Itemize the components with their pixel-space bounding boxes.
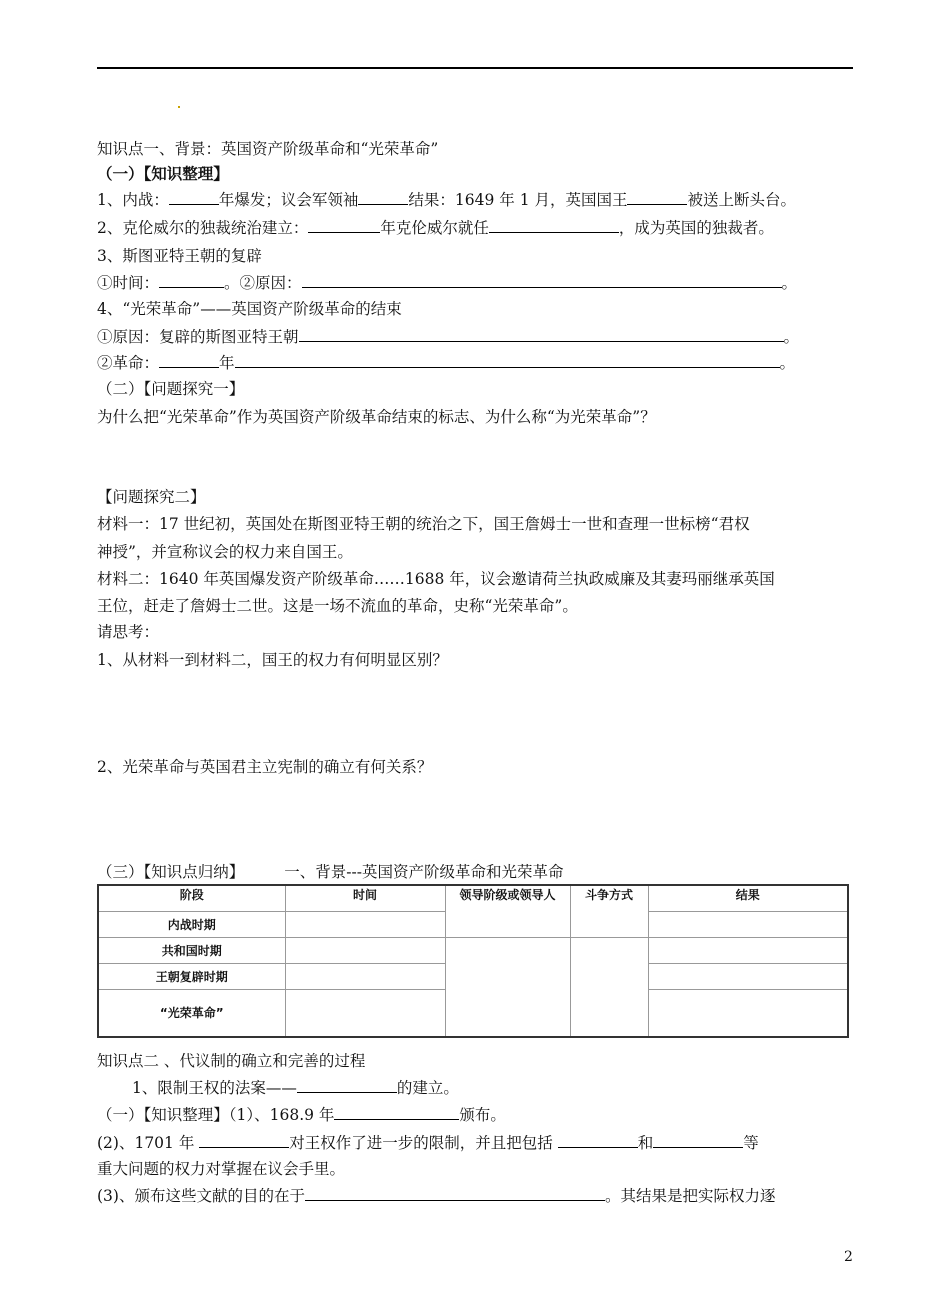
table-header: 阶段 <box>98 885 285 911</box>
table-header: 斗争方式 <box>570 885 648 937</box>
kp2-s2-line <box>97 1133 759 1153</box>
item3-sub-c: 。 <box>781 274 798 292</box>
kp2-s1-line <box>97 1105 506 1125</box>
blank-field[interactable] <box>334 1105 459 1120</box>
item4-cause-a: ①原因：复辟的斯图亚特王朝 <box>97 328 299 346</box>
header-rule <box>97 67 853 69</box>
speck-mark <box>178 106 180 108</box>
sec4-heading: （三）【知识点归纳】 <box>97 863 245 881</box>
blank-field[interactable] <box>358 190 408 205</box>
item4-rev-a: ②革命： <box>97 354 160 372</box>
item3-sub-line <box>97 273 797 293</box>
kp2-item1-b: 的建立。 <box>396 1079 459 1097</box>
blank-field[interactable] <box>297 1078 397 1093</box>
item3-sub-b: 。②原因： <box>224 274 302 292</box>
item4-cause-line <box>97 327 799 347</box>
table-row-label: “光荣革命” <box>98 989 285 1037</box>
item1-c: 结果：1649 年 1 月，英国国王 <box>408 191 628 209</box>
table-row-label: 王朝复辟时期 <box>98 963 285 989</box>
blank-field[interactable] <box>558 1133 638 1148</box>
sec2-heading: （二）【问题探究一】 <box>97 380 245 398</box>
think-label: 请思考： <box>97 623 160 641</box>
think-question-1: 1、从材料一到材料二，国王的权力有何明显区别？ <box>97 651 448 669</box>
kp2-s2-a: (2)、1701 年 <box>97 1134 195 1152</box>
kp2-s3-line <box>97 1186 775 1206</box>
kp2-s3-a: (3)、颁布这些文献的目的在于 <box>97 1187 305 1205</box>
blank-field[interactable] <box>169 190 219 205</box>
table-row-label: 内战时期 <box>98 911 285 937</box>
blank-field[interactable] <box>299 327 784 342</box>
item1-b: 年爆发；议会军领袖 <box>218 191 359 209</box>
summary-table <box>97 884 849 1038</box>
kp2-s3-b: 。其结果是把实际权力逐 <box>604 1187 776 1205</box>
material1-line2: 神授”，并宣称议会的权力来自国王。 <box>97 543 353 561</box>
table-header: 时间 <box>285 885 445 911</box>
table-cell[interactable] <box>285 911 445 937</box>
item4-rev-line <box>97 353 795 373</box>
item3-line: 3、斯图亚特王朝的复辟 <box>97 247 262 265</box>
table-cell[interactable] <box>285 989 445 1037</box>
material2-line2: 王位，赶走了詹姆士二世。这是一场不流血的革命，史称“光荣革命”。 <box>97 597 578 615</box>
table-cell[interactable] <box>285 963 445 989</box>
material2-line1: 材料二：1640 年英国爆发资产阶级革命……1688 年，议会邀请荷兰执政威廉及其妻玛丽继承英国 <box>97 570 775 588</box>
think-question-2: 2、光荣革命与英国君主立宪制的确立有何关系？ <box>97 758 433 776</box>
blank-field[interactable] <box>199 1133 289 1148</box>
sec4-heading-line <box>97 862 563 882</box>
sec4-title: 一、背景---英国资产阶级革命和光荣革命 <box>284 863 564 881</box>
table-cell[interactable] <box>648 937 848 963</box>
question-1: 为什么把“光荣革命”作为英国资产阶级革命结束的标志、为什么称“为光荣革命”？ <box>97 408 656 426</box>
item2-line <box>97 218 774 238</box>
item2-a: 2、克伦威尔的独裁统治建立： <box>97 219 309 237</box>
table-cell[interactable] <box>285 937 445 963</box>
kp2-s2-c: 和 <box>637 1134 654 1152</box>
blank-field[interactable] <box>627 190 687 205</box>
item3-sub-a: ①时间： <box>97 274 160 292</box>
sec3-heading: 【问题探究二】 <box>97 488 206 506</box>
blank-field[interactable] <box>489 218 619 233</box>
item1-line <box>97 190 796 210</box>
material1-line1: 材料一：17 世纪初，英国处在斯图亚特王朝的统治之下，国王詹姆士一世和查理一世标榜“君权 <box>97 515 750 533</box>
blank-field[interactable] <box>302 273 782 288</box>
page-number: 2 <box>844 1249 853 1265</box>
kp2-item1-line <box>132 1078 459 1098</box>
table-cell[interactable] <box>570 937 648 1037</box>
blank-field[interactable] <box>159 353 219 368</box>
table-header: 领导阶级或领导人 <box>445 885 570 937</box>
table-header: 结果 <box>648 885 848 911</box>
kp2-s1-a: （一）【知识整理】（1）、168.9 年 <box>97 1106 335 1124</box>
blank-field[interactable] <box>308 218 380 233</box>
kp2-s2-b: 对王权作了进一步的限制，并且把包括 <box>289 1134 553 1152</box>
blank-field[interactable] <box>159 273 224 288</box>
sec1-heading: （一）【知识整理】 <box>97 164 229 183</box>
item4-line: 4、“光荣革命”——英国资产阶级革命的结束 <box>97 300 402 318</box>
kp2-title: 知识点二 、代议制的确立和完善的过程 <box>97 1052 366 1070</box>
table-cell[interactable] <box>648 911 848 937</box>
table-cell[interactable] <box>648 989 848 1037</box>
blank-field[interactable] <box>653 1133 743 1148</box>
blank-field[interactable] <box>235 353 780 368</box>
item4-rev-c: 。 <box>779 354 796 372</box>
item4-rev-b: 年 <box>219 354 235 372</box>
blank-field[interactable] <box>305 1186 605 1201</box>
kp2-s1-b: 颁布。 <box>459 1106 506 1124</box>
kp2-item1-a: 1、限制王权的法案—— <box>132 1079 297 1097</box>
kp2-s2-cont: 重大问题的权力对掌握在议会手里。 <box>97 1160 346 1178</box>
item4-cause-b: 。 <box>783 328 800 346</box>
item2-c: ，成为英国的独裁者。 <box>618 219 774 237</box>
table-row-label: 共和国时期 <box>98 937 285 963</box>
table-cell[interactable] <box>445 937 570 1037</box>
item1-a: 1、内战： <box>97 191 169 209</box>
kp1-title: 知识点一、背景：英国资产阶级革命和“光荣革命” <box>97 140 439 158</box>
item2-b: 年克伦威尔就任 <box>380 219 489 237</box>
table-cell[interactable] <box>648 963 848 989</box>
kp2-s2-d: 等 <box>743 1134 759 1152</box>
item1-d: 被送上断头台。 <box>687 191 796 209</box>
